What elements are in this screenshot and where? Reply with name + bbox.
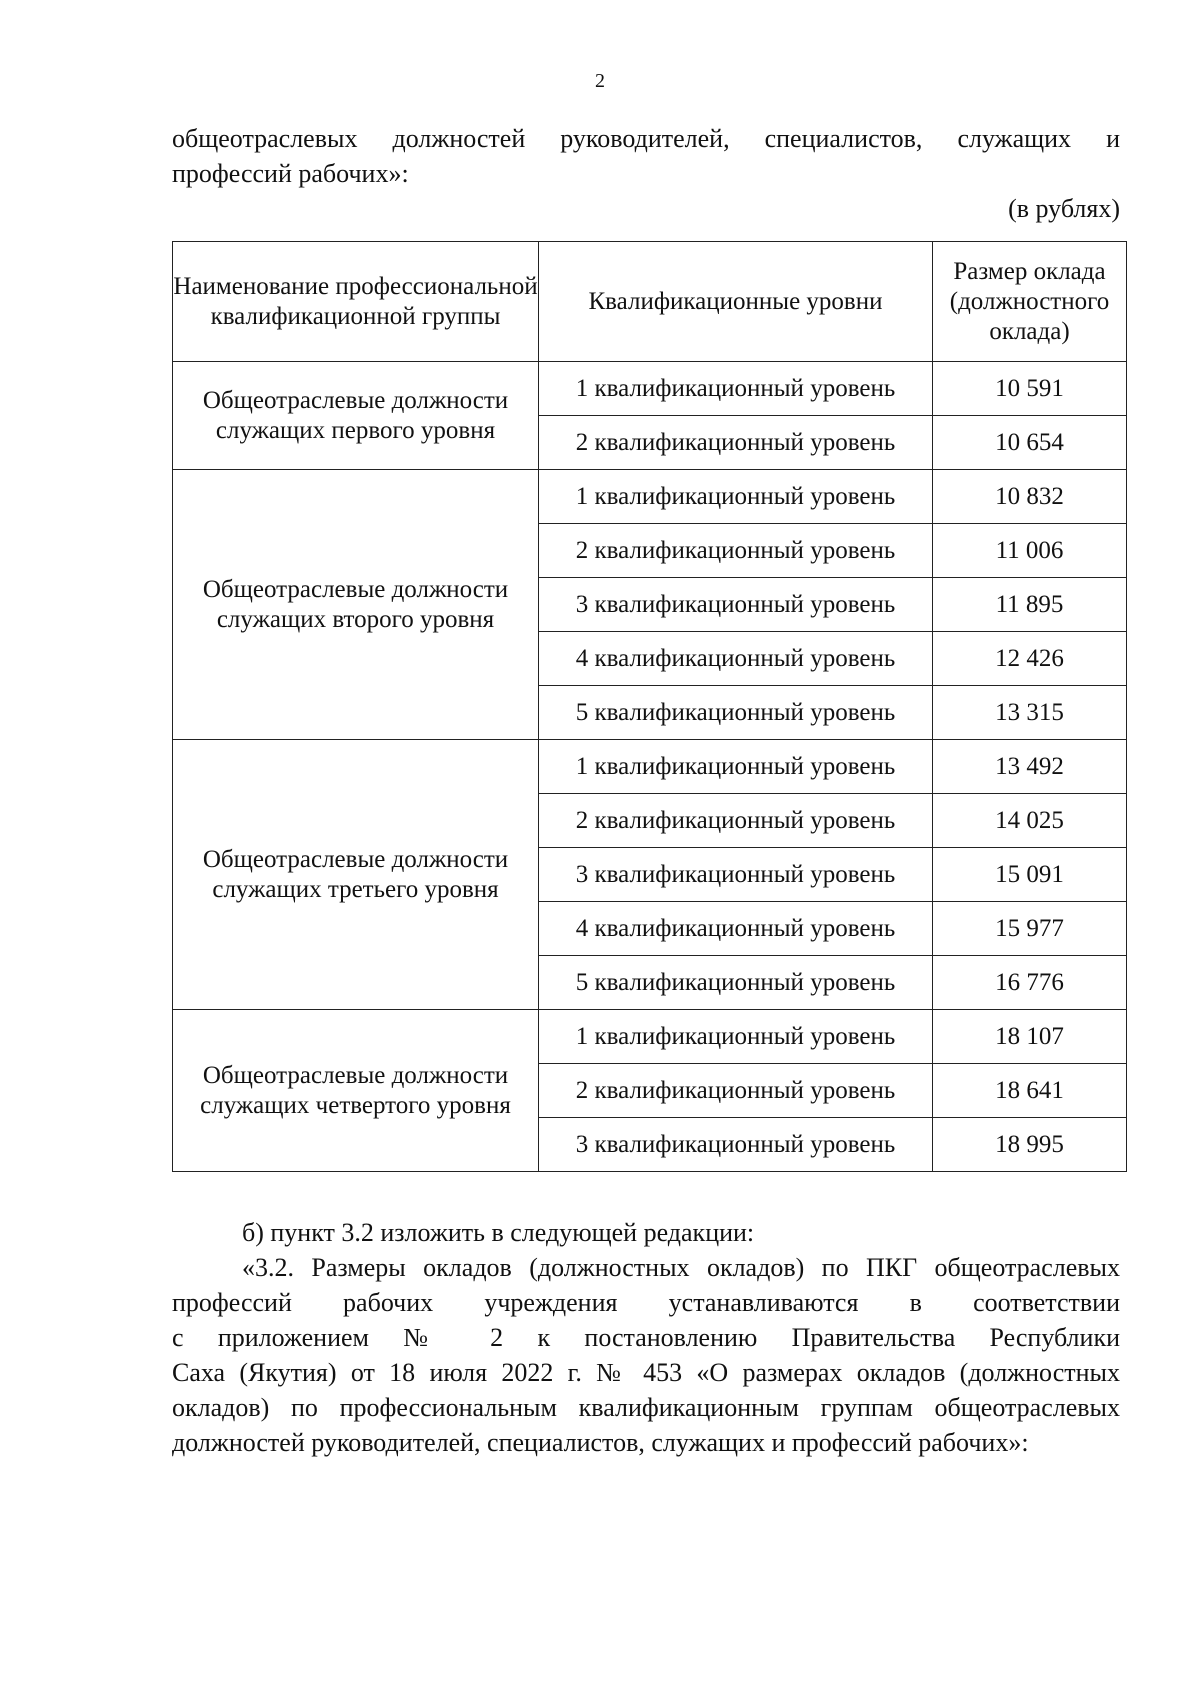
amendment-section: [172, 1215, 1120, 1460]
salary-cell: 16 776: [933, 956, 1127, 1010]
header-qualification-level: Квалификационные уровни: [539, 242, 933, 362]
qualification-level-cell: 5 квалификационный уровень: [539, 686, 933, 740]
header-group-name: Наименование профессиональной квалификационной группы: [173, 242, 539, 362]
group-name-cell: Общеотраслевые должности служащих первого уровня: [173, 362, 539, 470]
table-row: [173, 470, 1127, 524]
salary-cell: 11 006: [933, 524, 1127, 578]
quote-line: должностей руководителей, специалистов, служащих и профессий рабочих»:: [172, 1428, 1029, 1457]
qualification-level-cell: 1 квалификационный уровень: [539, 740, 933, 794]
page-number: 2: [595, 70, 605, 92]
qualification-level-cell: 4 квалификационный уровень: [539, 902, 933, 956]
qualification-level-cell: 4 квалификационный уровень: [539, 632, 933, 686]
quote-line: с приложением № 2 к постановлению Правительства Республики: [172, 1323, 1120, 1352]
quote-paragraph: [172, 1250, 1120, 1460]
quote-line: «3.2. Размеры окладов (должностных окладов) по ПКГ общеотраслевых: [242, 1253, 1120, 1282]
salary-cell: 13 315: [933, 686, 1127, 740]
qualification-level-cell: 1 квалификационный уровень: [539, 470, 933, 524]
intro-line: общеотраслевых должностей руководителей, специалистов, служащих и: [172, 124, 1120, 153]
qualification-level-cell: 2 квалификационный уровень: [539, 416, 933, 470]
salary-cell: 12 426: [933, 632, 1127, 686]
salary-cell: 14 025: [933, 794, 1127, 848]
header-salary: Размер оклада (должностного оклада): [933, 242, 1127, 362]
salary-cell: 15 977: [933, 902, 1127, 956]
qualification-level-cell: 1 квалификационный уровень: [539, 1010, 933, 1064]
salary-table: [172, 241, 1127, 1172]
quote-line: профессий рабочих учреждения устанавливаются в соответствии: [172, 1288, 1120, 1317]
qualification-level-cell: 1 квалификационный уровень: [539, 362, 933, 416]
salary-cell: 18 995: [933, 1118, 1127, 1172]
qualification-level-cell: 5 квалификационный уровень: [539, 956, 933, 1010]
salary-cell: 15 091: [933, 848, 1127, 902]
qualification-level-cell: 3 квалификационный уровень: [539, 578, 933, 632]
table-row: [173, 1010, 1127, 1064]
group-name-cell: Общеотраслевые должности служащих третьего уровня: [173, 740, 539, 1010]
salary-cell: 18 641: [933, 1064, 1127, 1118]
qualification-level-cell: 2 квалификационный уровень: [539, 1064, 933, 1118]
table-row: [173, 362, 1127, 416]
salary-cell: 13 492: [933, 740, 1127, 794]
table-body: [173, 362, 1127, 1172]
qualification-level-cell: 3 квалификационный уровень: [539, 1118, 933, 1172]
group-name-cell: Общеотраслевые должности служащих четвертого уровня: [173, 1010, 539, 1172]
salary-cell: 18 107: [933, 1010, 1127, 1064]
salary-cell: 11 895: [933, 578, 1127, 632]
intro-line: профессий рабочих»:: [172, 159, 409, 188]
salary-cell: 10 654: [933, 416, 1127, 470]
group-name-cell: Общеотраслевые должности служащих второго уровня: [173, 470, 539, 740]
quote-line: Саха (Якутия) от 18 июля 2022 г. № 453 «О размерах окладов (должностных: [172, 1358, 1120, 1387]
intro-paragraph: [172, 121, 1120, 191]
qualification-level-cell: 2 квалификационный уровень: [539, 794, 933, 848]
table-header-row: [173, 242, 1127, 362]
unit-note: (в рублях): [1008, 194, 1120, 223]
paragraph-b: б) пункт 3.2 изложить в следующей редакции:: [242, 1218, 755, 1247]
table-row: [173, 740, 1127, 794]
salary-cell: 10 832: [933, 470, 1127, 524]
salary-cell: 10 591: [933, 362, 1127, 416]
qualification-level-cell: 2 квалификационный уровень: [539, 524, 933, 578]
qualification-level-cell: 3 квалификационный уровень: [539, 848, 933, 902]
quote-line: окладов) по профессиональным квалификационным группам общеотраслевых: [172, 1393, 1120, 1422]
